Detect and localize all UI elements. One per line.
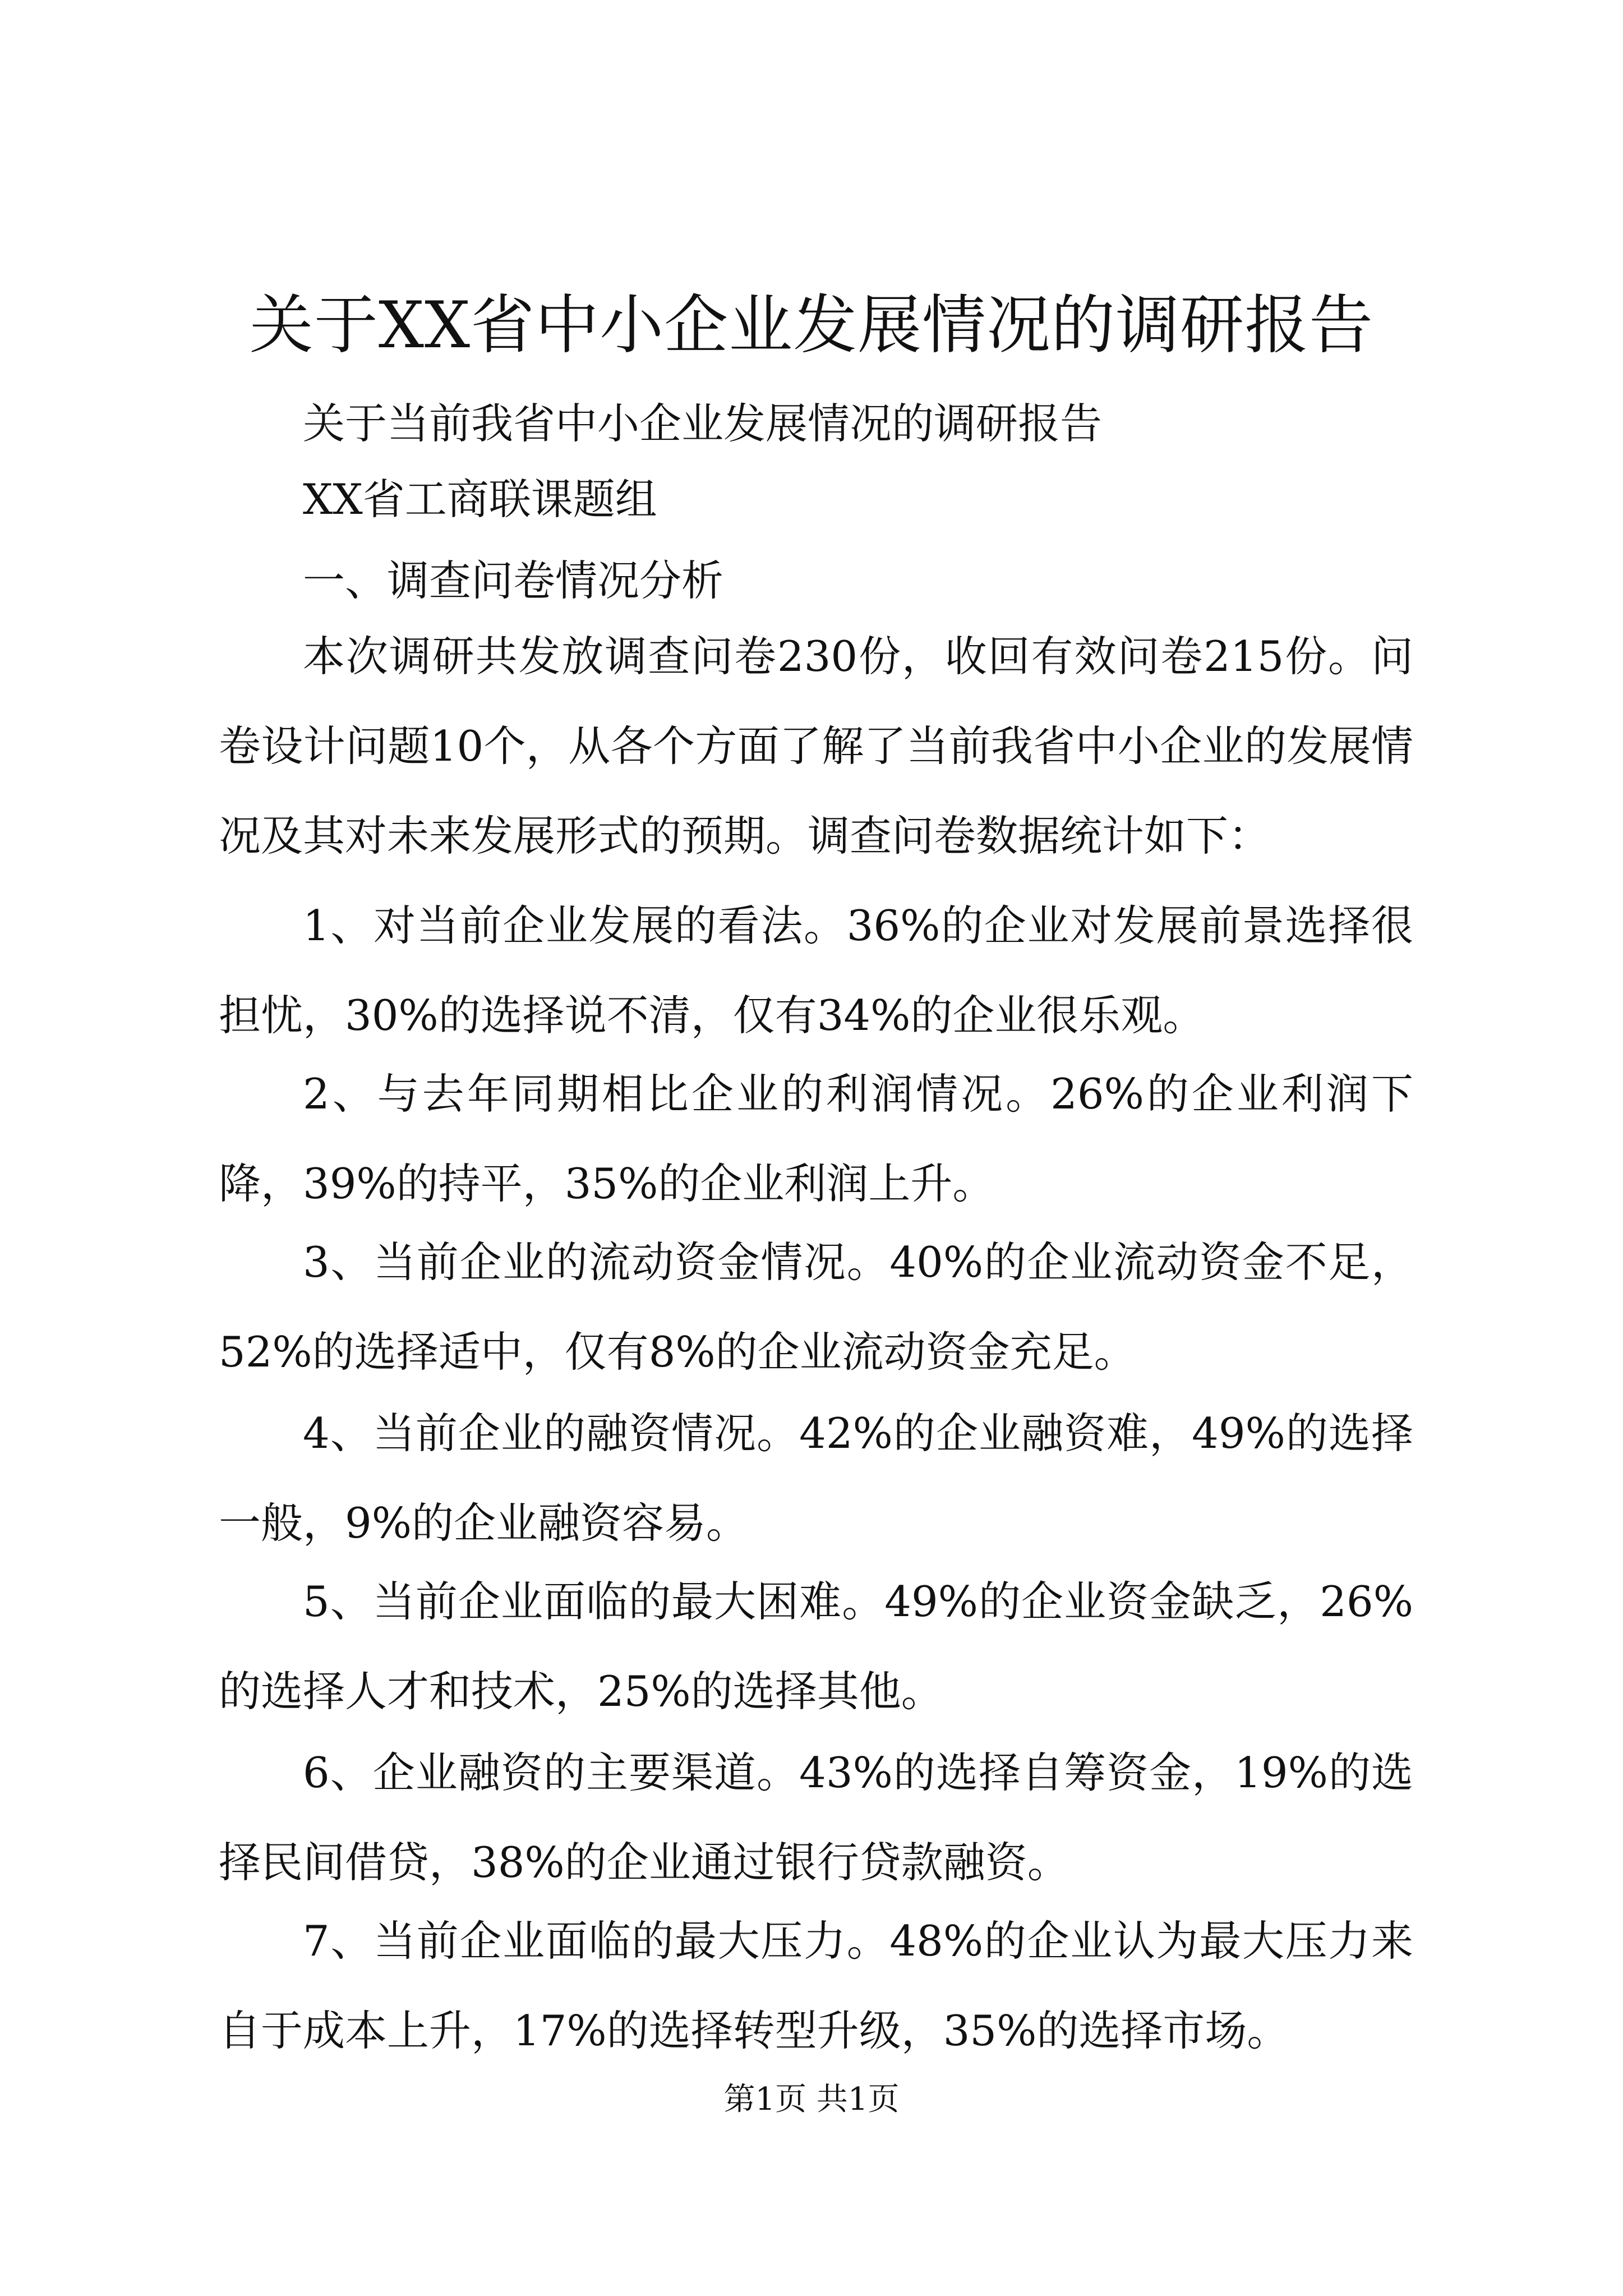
section-heading: 一、调查问卷情况分析 <box>303 556 724 605</box>
document-title: 关于XX省中小企业发展情况的调研报告 <box>249 288 1374 362</box>
item-paragraph-5: 5、当前企业面临的最大困难。49%的企业资金缺乏，26%的选择人才和技术，25%的选择其他。 <box>219 1577 1413 1716</box>
item-paragraph-1: 1、对当前企业发展的看法。36%的企业对发展前景选择很担忧，30%的选择说不清，仅有34%的企业很乐观。 <box>219 901 1413 1040</box>
item-paragraph-3: 3、当前企业的流动资金情况。40%的企业流动资金不足，52%的选择适中，仅有8%的企业流动资金充足。 <box>219 1237 1413 1377</box>
item-paragraph-2: 2、与去年同期相比企业的利润情况。26%的企业利润下降，39%的持平，35%的企业利润上升。 <box>219 1069 1413 1208</box>
item-paragraph-6: 6、企业融资的主要渠道。43%的选择自筹资金，19%的选择民间借贷，38%的企业通过银行贷款融资。 <box>219 1748 1413 1887</box>
item-paragraph-4: 4、当前企业的融资情况。42%的企业融资难，49%的选择一般，9%的企业融资容易。 <box>219 1409 1413 1548</box>
page-number-footer: 第1页 共1页 <box>723 2081 900 2118</box>
document-subtitle: 关于当前我省中小企业发展情况的调研报告 <box>303 399 1103 448</box>
intro-paragraph: 本次调研共发放调查问卷230份，收回有效问卷215份。问卷设计问题10个，从各个方面了解了当前我省中小企业的发展情况及其对未来发展形式的预期。调查问卷数据统计如下： <box>219 632 1413 861</box>
item-paragraph-7: 7、当前企业面临的最大压力。48%的企业认为最大压力来自于成本上升，17%的选择转型升级，35%的选择市场。 <box>219 1916 1413 2055</box>
author-line: XX省工商联课题组 <box>303 475 657 524</box>
